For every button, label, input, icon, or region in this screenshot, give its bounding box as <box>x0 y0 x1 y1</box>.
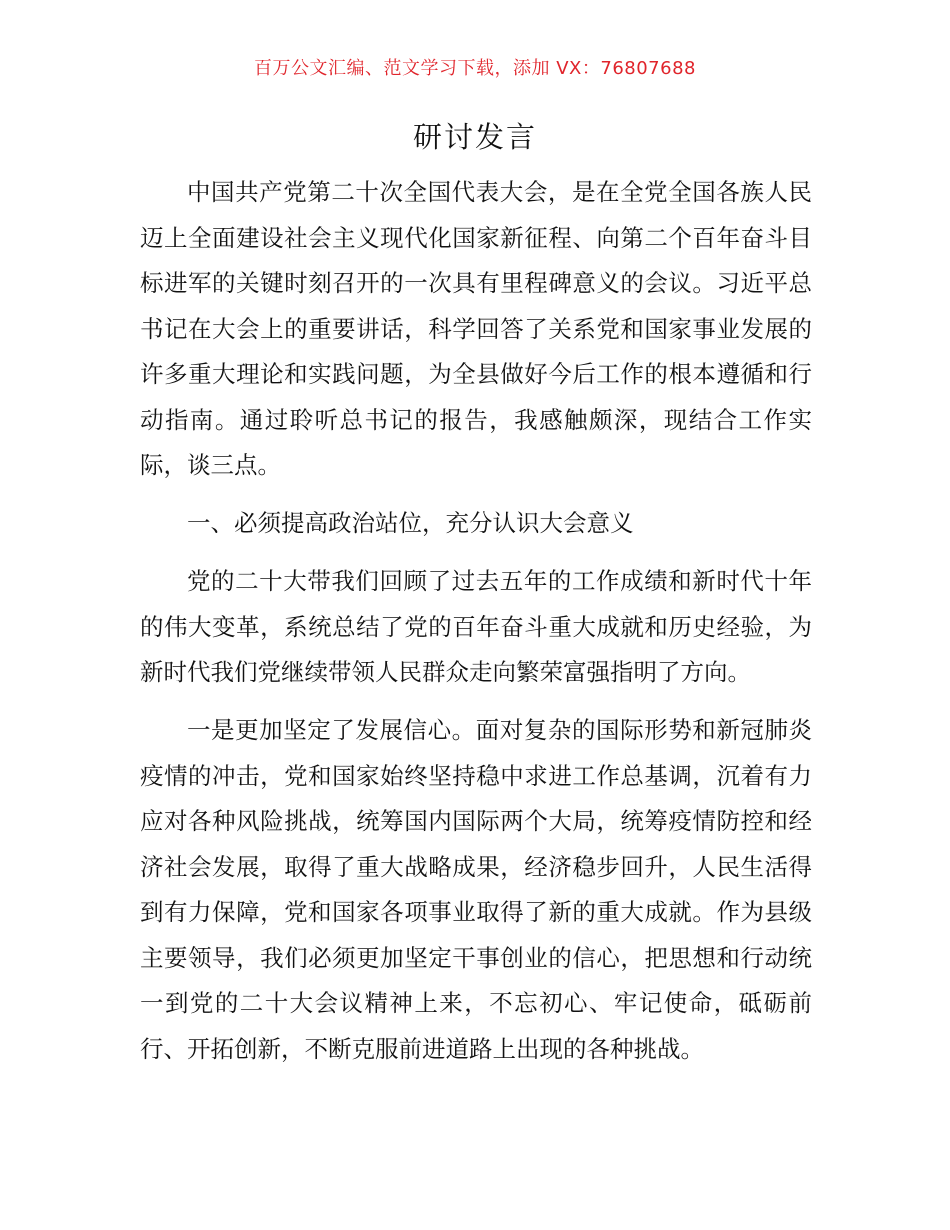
watermark-banner: 百万公文汇编、范文学习下载，添加 VX：76807688 <box>254 58 696 79</box>
section-heading-1: 一、必须提高政治站位，充分认识大会意义 <box>187 509 634 537</box>
page-title: 研讨发言 <box>412 120 537 154</box>
paragraph-intro: 中国共产党第二十次全国代表大会，是在全党全国各族人民迈上全面建设社会主义现代化国家新征程、向第二个百年奋斗目标进军的关键时刻召开的一次具有里程碑意义的会议。习近平总书记在大会上的重要讲话，科学回答了关系党和国家事业发展的许多重大理论和实践问题，为全县做好今后工作的根本遵循和行动指南。通过聆听总书记的报告，我感触颇深，现结合工作实际，谈三点。 <box>140 178 812 479</box>
paragraph-section-1: 党的二十大带我们回顾了过去五年的工作成绩和新时代十年的伟大变革，系统总结了党的百年奋斗重大成就和历史经验，为新时代我们党继续带领人民群众走向繁荣富强指明了方向。 <box>140 567 812 686</box>
document-body <box>140 170 812 1072</box>
paragraph-point-1: 一是更加坚定了发展信心。面对复杂的国际形势和新冠肺炎疫情的冲击，党和国家始终坚持稳中求进工作总基调，沉着有力应对各种风险挑战，统筹国内国际两个大局，统筹疫情防控和经济社会发展，取得了重大战略成果，经济稳步回升，人民生活得到有力保障，党和国家各项事业取得了新的重大成就。作为县级主要领导，我们必须更加坚定干事创业的信心，把思想和行动统一到党的二十大会议精神上来，不忘初心、牢记使命，砥砺前行、开拓创新，不断克服前进道路上出现的各种挑战。 <box>140 716 812 1063</box>
